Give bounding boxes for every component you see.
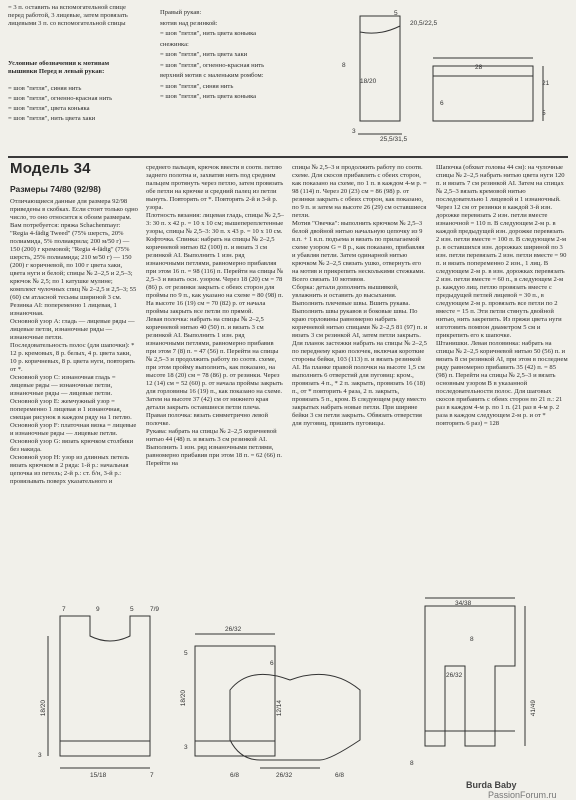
front-label: 15/18 — [90, 772, 107, 779]
right-sleeve-legend: Правый рукав: мотив над резинкой: = шов "петля", нить цвета коньяка снежинка: = шов "петля", нить цвета хаки = шов "петля", огненно-красная нить верхний мотив с маленьким ромбом: = шов "петля", синяя нить = шов "петля", нить цвета коньяка — [160, 9, 265, 100]
watermark: PassionForum.ru — [488, 790, 557, 800]
front-label: 7/9 — [150, 606, 160, 613]
front-label: 3 — [38, 752, 42, 759]
diagram-label: 5 — [394, 10, 398, 17]
back-label: 12/14 — [276, 700, 283, 717]
text-column-3: спицы № 2,5–3 и продолжить работу по соотв. схеме. Для скосов прибавлять с обеих сторон, как показано на схеме, по 1 п. в каждом 4-м р. = 98 (114) п. Через 20 (23) см = 86 (98) р. от резинки закрыть с обеих сторон, как показано, по 9 п. и затем на высоте 26 (29) см оставшиеся петли. Мотив "Овечка": выполнить крючком № 2,5–3 белой двойной нитью начальную цепочку из 9 в.п. + 1 в.п. подъема и вязать по прилагаемой схеме узором G = 8 р., как показано, прибавляя и убавляя петли. Затем одинарной нитью крючком № 2–2,5 связать ушко, отвернуть его на мотив и прикрепить несколькими стежками. Всего связать 10 мотивов. Сборка: детали дополнить вышивкой, увлажнить и оставить до высыхания. Выполнить плечевые швы. Вшить рукава. Выполнить швы рукавов и боковые швы. По краю горловины равномерно набрать коричневой нитью спицами № 2–2,5 81 (97) п. и вязать 3 см резинкой AI, затем петли закрыть. Для планок застежки набрать на спицы № 2–2,5 по переднему краю полочек, включая короткие стороны бейки, 103 (113) п. и вязать резинкой AI. На планке правой полочки на высоте 1,5 см выполнить 6 отверстий для пуговиц: кром., провязать 4 п., * 2 п. закрыть, провязать 16 (18) п., от * повторить 4 раза, 2 п. закрыть, провязать 5 п., кром. В следующем ряду вместо закрытых набрать новые петли. При ширине бейки 3 см петли закрыть. Обвязать отверстия для пуговиц, пришить пуговицы. — [292, 164, 428, 427]
diagram-label: 21 — [542, 80, 550, 87]
front-piece-schematic — [20, 606, 170, 776]
model-sizes: Размеры 74/80 (92/98) — [10, 184, 101, 194]
pants-label: 6/8 — [335, 772, 345, 779]
text-column-4: Шапочка (обхват головы 44 см): на чулочные спицы № 2–2,5 набрать нитью цвета нуги 120 п. и вязать 7 см резинкой AI. Затем на спицах № 2,5–3 вязать кремовой нитью последовательно 1 лицевой и 1 изнаночный. Через 12 см от резинки в каждой 3-й изн. дорожке перевязать 2 изн. петли вместе изнаночной = 110 п. В следующем 2-м р. в каждой предыдущей изн. дорожке перевязать 2 изн. петли вместе = 100 п. В следующем 2-м р. в оставшихся изн. дорожках шириной по 3 изн. петли перевязать 2 изн. петли вместе = 90 п. и вязать попеременно 2 изн., 1 лиц. В следующем 2-м р. в изн. дорожках перевязать 2 изн. петли вместе = 60 п., в следующем 2-м р. каждую лиц. петлю провязать вместе с предыдущей петлей лицевой = 30 п., в следующем 2-м р. провязать все петли по 2 вместе = 15 п. Эти петли стянуть двойной нитью, нить закрепить. Из пряжи цвета нуги изготовить помпон диаметром 5 см и прикрепить его к шапочке. Штанишки. Левая половинка: набрать на спицы № 2–2,5 коричневой нитью 50 (56) п. и вязать 8 см резинкой AI, при этом в последнем ряду равномерно прибавить 35 (42) п. = 85 (98) п. Перейти на спицы № 2,5–3 и вязать основным узором В в указанной последовательности полос. Для шаговых скосов прибавить с обеих сторон по 21 п.: 21 раз в каждом 4-м р. по 1 п. (21 раз в 4-м р. 2 раза в каждом следующем 2-м р. и от * повторить 6 раз) = 128 — [436, 164, 568, 427]
diagram-label: 25,5/31,5 — [380, 136, 408, 143]
diagram-label: 5 — [542, 110, 546, 117]
back-label: 26/32 — [225, 626, 242, 633]
page-footer: Burda Baby — [466, 780, 517, 790]
diagram-label: 8 — [342, 62, 346, 69]
front-label: 7 — [150, 772, 154, 779]
pants-label: 26/32 — [276, 772, 293, 779]
back-label: 6 — [270, 660, 274, 667]
legend-list: = шов "петля", синяя нить = шов "петля", огненно-красная нить = шов "петля", цвета коньяка = шов "петля", нить цвета хаки — [8, 85, 113, 122]
pants-label: 6/8 — [230, 772, 240, 779]
diagram-label: 28 — [475, 64, 483, 71]
section-divider — [8, 156, 568, 158]
diagram-label: 18/20 — [360, 78, 377, 85]
continuation-text: = 3 п. оставить на вспомогательной спице перед работой, 3 лицевые, затем провязать лицевыми 3 п. со вспомогательной спицы — [8, 4, 128, 27]
diagram-label: 20,5/22,5 — [410, 20, 438, 27]
diagram-label: 6 — [440, 100, 444, 107]
sleeve-schematic — [395, 596, 545, 786]
back-label: 5 — [184, 650, 188, 657]
diagram-label: 3 — [352, 128, 356, 135]
sleeve-label: 8 — [410, 760, 414, 767]
back-label: 18/20 — [180, 690, 187, 707]
pants-schematic — [220, 660, 380, 780]
front-label: 5 — [130, 606, 134, 613]
front-label: 7 — [62, 606, 66, 613]
text-column-1: Отличающиеся данные для размера 92/98 приведены в скобках. Если стоит только одно число, то оно относится к обоим размерам. Вам потребуется: пряжа Schachenmayr: "Regia 4-fädig Tweed" (75% шерсть, 20% полиамида, 5% полиакрила; 200 м/50 г) — 150 (200) г кремовой; "Regia 4-fädig" (75% шерсть, 25% полиамида; 210 м/50 г) — 150 (200) г коричневой, по 100 г цвета хаки, цвета нуги и белой; спицы № 2–2,5 и 2,5–3; крючок № 2,5; по 1 катушке мулине; комплект чулочных спиц № 2–2,5 и 2,5–3; 55 (60) см атласной тесьмы шириной 3 см. Резинка AI: попеременно 1 лицевая, 1 изнаночная. Основной узор А: гладь — лицевые ряды — лицевые петли, изнаночные ряды — изнаночные петли. Последовательность полос (для шапочки): * 12 р. кремовых, 8 р. белых, 4 р. цвета хаки, 10 р. коричневых, 8 р. цвета нуги, повторять от *. Основной узор С: изнаночная гладь = лицевые ряды — изнаночные петли, изнаночные ряды — лицевые петли. Основной узор Е: жемчужный узор = попеременно 1 лицевая и 1 изнаночная, смещая рисунок в каждом ряду на 1 петлю. Основной узор F: платочная вязка = лицевые и изнаночные ряды — лицевые петли. Основной узор G: вязать крючком столбики без накида. Основной узор Н: узор из длинных петель вязать крючком в 2 ряда: 1-й р.: начальная цепочка из петель; 2-й р.: ст. б/н, 3-й р.: провязывать поверх указательного и — [10, 198, 138, 485]
back-label: 3 — [184, 744, 188, 751]
text-column-2: среднего пальцев, крючок ввести в соотв. петлю заднего полотна и, захватив нить под средним пальцем протянуть через петлю, затем провязать обе петли на крючке и средний палец из петли вынуть. Повторять от *. Повторять 2-й и 3-й р. узора. Плотность вязания: лицевая гладь, спицы № 2,5–3: 30 п. х 42 р. = 10 х 10 см; вышепереплетенные узоры, спицы № 2,5–3: 30 п. х 43 р. = 10 х 10 см. Кофточка. Спинка: набрать на спицы № 2–2,5 коричневой нитью 82 (100) п. и вязать 3 см резинкой AI. Выполнить 1 изн. ряд изнаночными петлями, равномерно прибавляя при этом 16 п. = 98 (116) п. Перейти на спицы № 2,5–3 и вязать осн. узором. Через 18 (20) см = 78 (86) р. от резинки закрыть с обеих сторон для проймы по 9 п., как указано на схеме = 80 (98) п. На высоте 16 (19) см = 70 (82) р. от начала проймы закрыть все петли по прямой. Левая полочка: набрать на спицы № 2–2,5 коричневой нитью 40 (50) п. и вязать 3 см резинкой AI. Выполнить 1 изн. ряд изнаночными петлями, равномерно прибавив при этом 7 (8) п. = 47 (56) п. Перейти на спицы № 2,5–3 и продолжить работу по соотв. схеме, при этом пройму выполнить, как показано, на высоте 18 (20) см = 78 (86) р. от резинки. Через 12 (14) см = 52 (60) р. от начала проймы закрыть для горловины 16 (19) п., как показано на схеме. Затем на высоте 37 (42) см от нижнего края детали закрыть оставшиеся петли плеча. Правая полочка: вязать симметрично левой полочке. Рукава: набрать на спицы № 2–2,5 коричневой нитью 44 (48) п. и вязать 3 см резинкой AI. Выполнить 1 изн. ряд изнаночными петлями, равномерно прибавив при этом 18 п. = 62 (66) п. Перейти на — [146, 164, 284, 467]
legend-heading: Условные обозначения к мотивам вышивки Перед и левый рукав: — [8, 60, 110, 75]
front-label: 9 — [96, 606, 100, 613]
sleeve-label: 8 — [470, 636, 474, 643]
sleeve-label: 34/38 — [455, 600, 472, 607]
sleeve-label: 41/49 — [530, 700, 537, 717]
front-label: 18/20 — [40, 700, 47, 717]
sleeve-label: 26/32 — [446, 672, 463, 679]
model-title: Модель 34 — [10, 160, 91, 177]
